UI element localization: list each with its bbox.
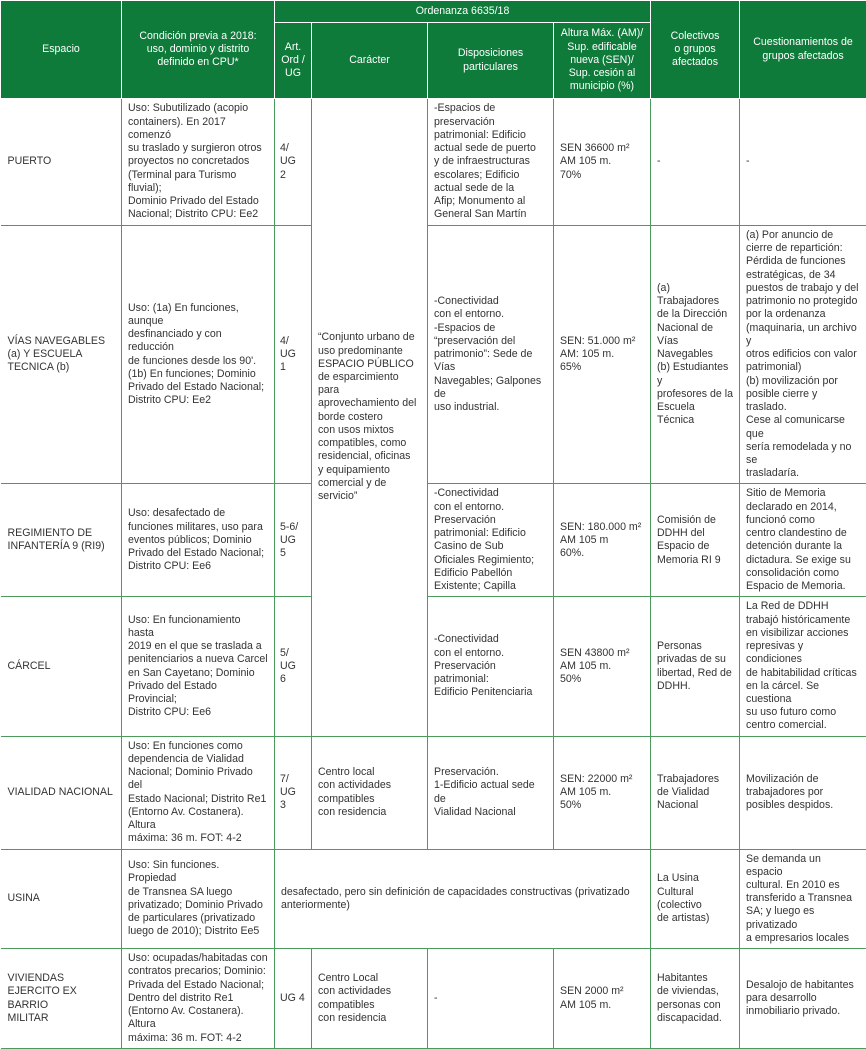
cell-caracter-shared: “Conjunto urbano de uso predominante ESPACIO PÚBLICO de esparcimiento para aprovechamiento del borde costero con usos mixtos compatibles, como residencial, oficinas y equipamiento comercial y de servicio” — [312, 99, 428, 737]
cell-cuestionamientos: Sitio de Memoria declarado en 2014, funcionó como centro clandestino de detención durante la dictadura. Se exige su consolidación como Espacio de Memoria. — [740, 484, 866, 597]
cell-espacio: VIVIENDAS EJERCITO EX BARRIO MILITAR — [1, 949, 122, 1049]
cell-disposiciones: -Conectividad con el entorno. Preservación patrimonial: Edificio Casino de Sub Oficiales Regimiento; Edificio Pabellón Existente; Capilla — [428, 484, 554, 597]
cell-art: 4/ UG 1 — [275, 226, 312, 484]
cell-altura: SEN 2000 m² AM 105 m. — [554, 949, 651, 1049]
cell-art: 4/ UG 2 — [275, 99, 312, 226]
cell-cuestionamientos: - — [740, 99, 866, 226]
cell-altura: SEN: 180.000 m² AM 105 m 60%. — [554, 484, 651, 597]
cell-condicion: Uso: (1a) En funciones, aunque desfinanciado y con reducción de funciones desde los 90'. (1b) En funciones; Dominio Privado del Estado Nacional; Distrito CPU: Ee2 — [122, 226, 275, 484]
header-espacio: Espacio — [1, 1, 122, 99]
cell-colectivos: - — [651, 99, 740, 226]
table-row — [1, 226, 866, 484]
cell-colectivos: Comisión de DDHH del Espacio de Memoria RI 9 — [651, 484, 740, 597]
table-row — [1, 849, 866, 949]
cell-colectivos: La Usina Cultural (colectivo de artistas) — [651, 849, 740, 949]
cell-espacio: REGIMIENTO DE INFANTERÍA 9 (RI9) — [1, 484, 122, 597]
cell-altura: SEN 36600 m² AM 105 m. 70% — [554, 99, 651, 226]
header-ordenanza: Ordenanza 6635/18 — [275, 1, 651, 23]
cell-cuestionamientos: (a) Por anuncio de cierre de repartición: Pérdida de funciones estratégicas, de 34 puestos de trabajo y del patrimonio no protegido por la ordenanza (maquinaria, un archivo y otros edificios con valor patrimonial) (b) movilización por posible cierre y traslado. Cese al comunicarse que sería remodelada y no se trasladaría. — [740, 226, 866, 484]
cell-altura: SEN: 22000 m² AM 105 m. 50% — [554, 736, 651, 849]
cell-espacio: VIALIDAD NACIONAL — [1, 736, 122, 849]
cell-art: 5/ UG 6 — [275, 597, 312, 736]
cell-espacio: CÁRCEL — [1, 597, 122, 736]
cell-altura: SEN: 51.000 m² AM: 105 m. 65% — [554, 226, 651, 484]
cell-condicion: Uso: Subutilizado (acopio containers). En 2017 comenzó su traslado y surgieron otros proyectos no concretados (Terminal para Turismo fluvial); Dominio Privado del Estado Nacional; Distrito CPU: Ee2 — [122, 99, 275, 226]
header-altura: Altura Máx. (AM)/ Sup. edificable nueva (SEN)/ Sup. cesión al municipio (%) — [554, 23, 651, 99]
cell-disposiciones: -Conectividad con el entorno. -Espacios de “preservación del patrimonio”: Sede de Vías Navegables; Galpones de uso industrial. — [428, 226, 554, 484]
header-cuestionamientos: Cuestionamientos de grupos afectados — [740, 1, 866, 99]
cell-condicion: Uso: desafectado de funciones militares, uso para eventos públicos; Dominio Privado del Estado Nacional; Distrito CPU: Ee6 — [122, 484, 275, 597]
cell-disposiciones: - — [428, 949, 554, 1049]
header-colectivos: Colectivos o grupos afectados — [651, 1, 740, 99]
table-row — [1, 736, 866, 849]
cell-espacio: USINA — [1, 849, 122, 949]
header-caracter: Carácter — [312, 23, 428, 99]
cell-colectivos: (a) Trabajadores de la Dirección Nacional de Vías Navegables (b) Estudiantes y profesores de la Escuela Técnica — [651, 226, 740, 484]
cell-condicion: Uso: En funcionamiento hasta 2019 en el que se traslada a penitenciarios a nueva Carcel en San Cayetano; Dominio Privado del Estado Provincial; Distrito CPU: Ee6 — [122, 597, 275, 736]
cell-caracter: Centro Local con actividades compatibles con residencia — [312, 949, 428, 1049]
cell-espacio: PUERTO — [1, 99, 122, 226]
cell-condicion: Uso: Sin funciones. Propiedad de Transnea SA luego privatizado; Dominio Privado de particulares (privatizado luego de 2010); Distrito Ee5 — [122, 849, 275, 949]
cell-disposiciones: -Conectividad con el entorno. Preservación patrimonial: Edificio Penitenciaria — [428, 597, 554, 736]
cell-colectivos: Trabajadores de Vialidad Nacional — [651, 736, 740, 849]
cell-art: UG 4 — [275, 949, 312, 1049]
cell-condicion: Uso: ocupadas/habitadas con contratos precarios; Dominio: Privada del Estado Nacional; Dentro del distrito Re1 (Entorno Av. Costanera). Altura máxima: 36 m. FOT: 4-2 — [122, 949, 275, 1049]
cell-espacio: VÍAS NAVEGABLES (a) Y ESCUELA TECNICA (b) — [1, 226, 122, 484]
cell-cuestionamientos: Movilización de trabajadores por posibles despidos. — [740, 736, 866, 849]
table-row — [1, 949, 866, 1049]
table-row — [1, 99, 866, 226]
cell-colectivos: Personas privadas de su libertad, Red de DDHH. — [651, 597, 740, 736]
header-art-ord: Art. Ord / UG — [275, 23, 312, 99]
cell-ordenanza-merged: desafectado, pero sin definición de capacidades constructivas (privatizado anteriormente) — [275, 849, 651, 949]
cell-cuestionamientos: La Red de DDHH trabajó históricamente en visibilizar acciones represivas y condiciones de habitabilidad críticas en la cárcel. Se cuestiona su uso futuro como centro comercial. — [740, 597, 866, 736]
cell-art: 7/ UG 3 — [275, 736, 312, 849]
table-row — [1, 484, 866, 597]
header-condicion: Condición previa a 2018: uso, dominio y distrito definido en CPU* — [122, 1, 275, 99]
cell-cuestionamientos: Desalojo de habitantes para desarrollo inmobiliario privado. — [740, 949, 866, 1049]
cell-colectivos: Habitantes de viviendas, personas con discapacidad. — [651, 949, 740, 1049]
header-disposiciones: Disposiciones particulares — [428, 23, 554, 99]
cell-cuestionamientos: Se demanda un espacio cultural. En 2010 es transferido a Transnea SA; y luego es privatizado a empresarios locales — [740, 849, 866, 949]
table-row — [1, 597, 866, 736]
cell-condicion: Uso: En funciones como dependencia de Vialidad Nacional; Dominio Privado del Estado Nacional; Distrito Re1 (Entorno Av. Costanera). Altura máxima: 36 m. FOT: 4-2 — [122, 736, 275, 849]
cell-art: 5-6/ UG 5 — [275, 484, 312, 597]
cell-disposiciones: -Espacios de preservación patrimonial: Edificio actual sede de puerto y de infraestructuras escolares; Edificio actual sede de la Afip; Monumento al General San Martín — [428, 99, 554, 226]
cell-disposiciones: Preservación. 1-Edificio actual sede de Vialidad Nacional — [428, 736, 554, 849]
cell-altura: SEN 43800 m² AM 105 m. 50% — [554, 597, 651, 736]
cell-caracter: Centro local con actividades compatibles con residencia — [312, 736, 428, 849]
